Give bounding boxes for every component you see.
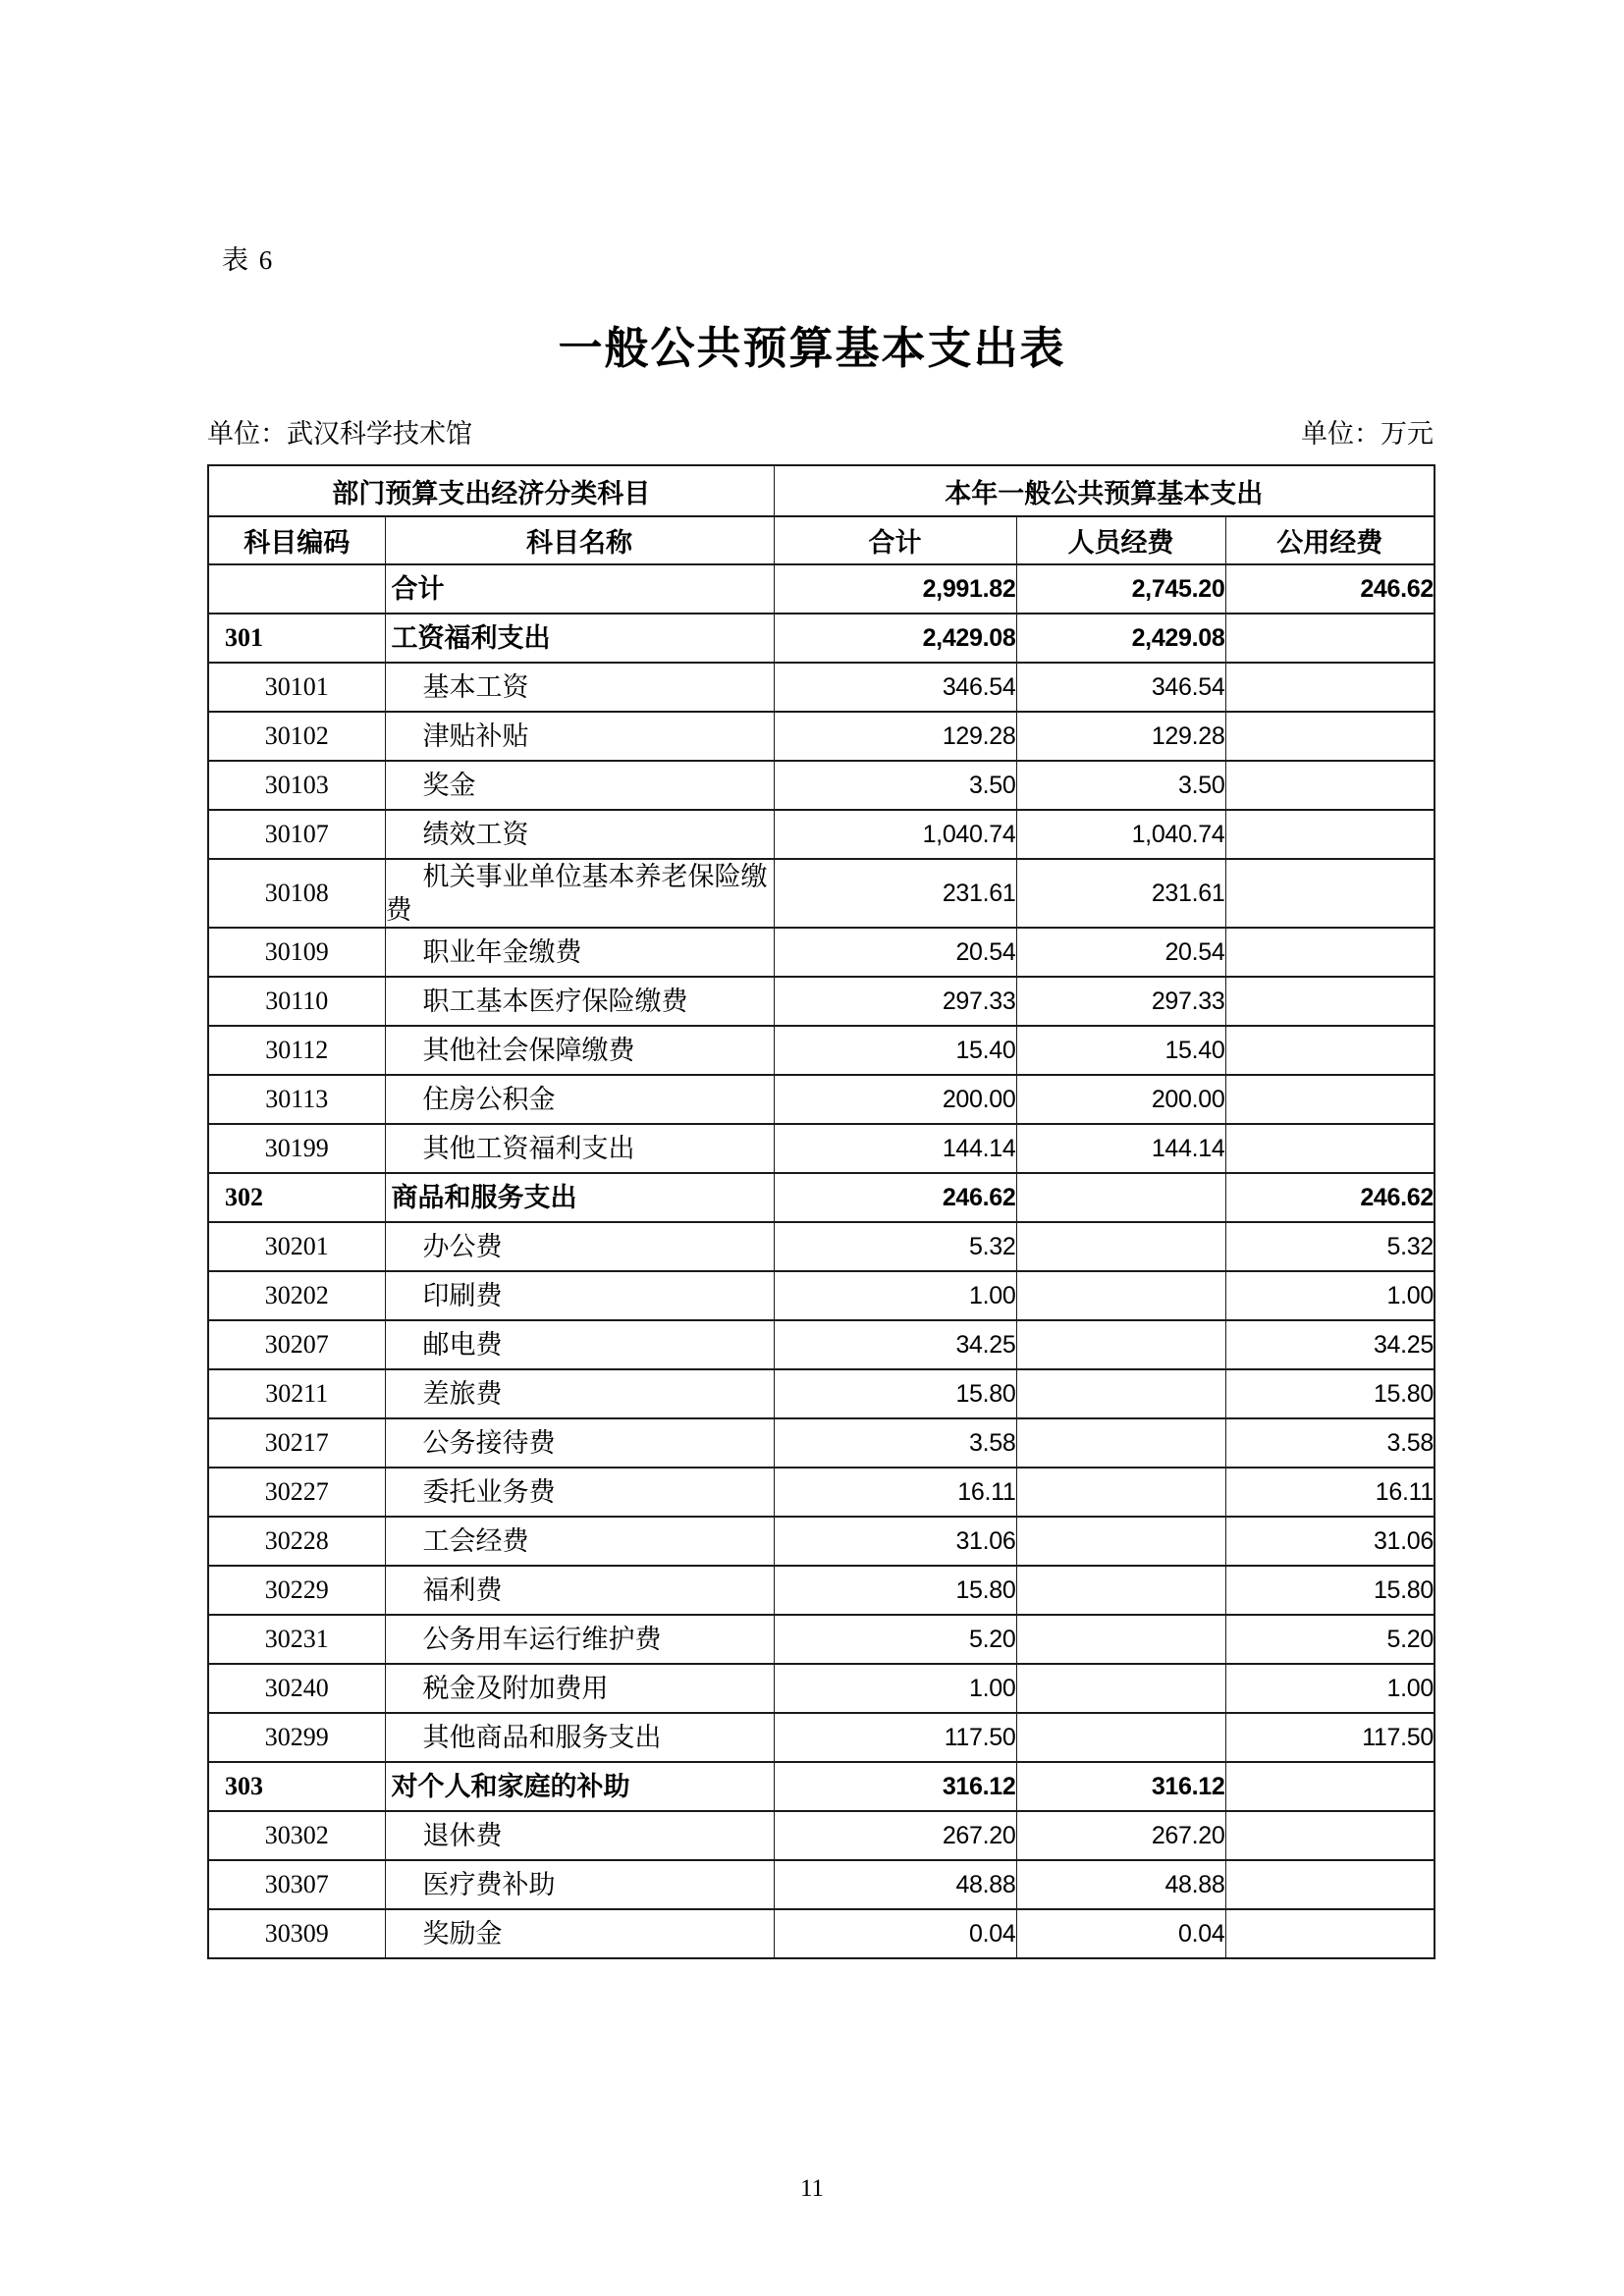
cell-personnel-funds: 2,429.08 [1016,614,1225,663]
cell-public-funds: 117.50 [1225,1713,1435,1762]
cell-subject-name: 工会经费 [385,1517,774,1566]
budget-table-body [208,564,1435,1958]
cell-total: 231.61 [774,859,1016,928]
table-number-label: 表 6 [222,245,275,275]
cell-public-funds: 1.00 [1225,1664,1435,1713]
col-header-subject-code: 科目编码 [208,516,385,564]
cell-total: 117.50 [774,1713,1016,1762]
table-row [208,1762,1435,1811]
cell-total: 15.80 [774,1369,1016,1418]
cell-public-funds [1225,1811,1435,1860]
table-row [208,928,1435,977]
cell-personnel-funds: 297.33 [1016,977,1225,1026]
cell-subject-name: 基本工资 [385,663,774,712]
cell-total: 1.00 [774,1664,1016,1713]
col-header-public-funds: 公用经费 [1225,516,1435,564]
cell-public-funds [1225,1909,1435,1958]
cell-subject-name: 公务用车运行维护费 [385,1615,774,1664]
cell-total: 48.88 [774,1860,1016,1909]
cell-personnel-funds [1016,1517,1225,1566]
cell-public-funds: 1.00 [1225,1271,1435,1320]
cell-public-funds: 16.11 [1225,1468,1435,1517]
cell-personnel-funds [1016,1320,1225,1369]
table-row [208,1860,1435,1909]
cell-personnel-funds [1016,1173,1225,1222]
cell-total: 2,429.08 [774,614,1016,663]
table-row [208,663,1435,712]
cell-personnel-funds: 346.54 [1016,663,1225,712]
cell-public-funds: 246.62 [1225,1173,1435,1222]
cell-subject-code: 30103 [208,761,385,810]
cell-subject-code: 30229 [208,1566,385,1615]
cell-subject-code: 30109 [208,928,385,977]
table-row [208,1124,1435,1173]
cell-public-funds [1225,928,1435,977]
cell-subject-name: 奖励金 [385,1909,774,1958]
cell-personnel-funds: 200.00 [1016,1075,1225,1124]
table-row [208,1468,1435,1517]
table-row [208,1517,1435,1566]
cell-subject-name: 邮电费 [385,1320,774,1369]
cell-personnel-funds [1016,1664,1225,1713]
cell-public-funds [1225,761,1435,810]
table-row [208,761,1435,810]
cell-subject-name: 办公费 [385,1222,774,1271]
cell-total: 15.80 [774,1566,1016,1615]
cell-total: 1.00 [774,1271,1016,1320]
cell-subject-name: 委托业务费 [385,1468,774,1517]
cell-total: 34.25 [774,1320,1016,1369]
table-row [208,1418,1435,1468]
cell-personnel-funds: 15.40 [1016,1026,1225,1075]
col-header-total: 合计 [774,516,1016,564]
cell-public-funds: 34.25 [1225,1320,1435,1369]
table-row [208,1026,1435,1075]
cell-subject-code: 30107 [208,810,385,859]
budget-table [207,464,1435,1959]
cell-subject-name: 职工基本医疗保险缴费 [385,977,774,1026]
cell-subject-code: 30113 [208,1075,385,1124]
cell-subject-name: 合计 [385,564,774,614]
table-row [208,1222,1435,1271]
cell-personnel-funds: 1,040.74 [1016,810,1225,859]
cell-total: 3.58 [774,1418,1016,1468]
col-header-subject-name: 科目名称 [385,516,774,564]
cell-personnel-funds: 2,745.20 [1016,564,1225,614]
cell-personnel-funds [1016,1566,1225,1615]
cell-public-funds: 5.20 [1225,1615,1435,1664]
cell-subject-name: 津贴补贴 [385,712,774,761]
cell-subject-name: 住房公积金 [385,1075,774,1124]
cell-subject-code: 30231 [208,1615,385,1664]
cell-public-funds: 15.80 [1225,1369,1435,1418]
cell-public-funds [1225,663,1435,712]
table-row [208,1369,1435,1418]
table-row [208,1566,1435,1615]
cell-personnel-funds [1016,1468,1225,1517]
cell-subject-code: 30108 [208,859,385,928]
table-row [208,1075,1435,1124]
cell-subject-code: 30211 [208,1369,385,1418]
cell-public-funds: 5.32 [1225,1222,1435,1271]
cell-subject-name: 医疗费补助 [385,1860,774,1909]
cell-subject-code: 30299 [208,1713,385,1762]
table-row [208,712,1435,761]
group-header-current-year-basic-expenditure: 本年一般公共预算基本支出 [774,465,1435,516]
cell-total: 20.54 [774,928,1016,977]
cell-personnel-funds: 144.14 [1016,1124,1225,1173]
cell-subject-name: 福利费 [385,1566,774,1615]
cell-subject-code: 30240 [208,1664,385,1713]
currency-unit-label: 单位：万元 [1301,419,1434,449]
cell-public-funds [1225,859,1435,928]
cell-subject-code: 30228 [208,1517,385,1566]
cell-public-funds [1225,614,1435,663]
cell-total: 5.20 [774,1615,1016,1664]
group-header-subject-classification: 部门预算支出经济分类科目 [208,465,774,516]
cell-subject-name: 其他商品和服务支出 [385,1713,774,1762]
cell-personnel-funds: 20.54 [1016,928,1225,977]
cell-total: 15.40 [774,1026,1016,1075]
reporting-unit-label: 单位：武汉科学技术馆 [207,419,472,449]
cell-subject-name: 印刷费 [385,1271,774,1320]
cell-total: 3.50 [774,761,1016,810]
cell-subject-code: 30110 [208,977,385,1026]
table-row [208,1664,1435,1713]
cell-personnel-funds [1016,1615,1225,1664]
cell-subject-name: 公务接待费 [385,1418,774,1468]
cell-subject-name: 机关事业单位基本养老保险缴费 [385,859,774,928]
cell-public-funds: 31.06 [1225,1517,1435,1566]
cell-subject-name: 奖金 [385,761,774,810]
cell-subject-code: 30227 [208,1468,385,1517]
cell-personnel-funds: 231.61 [1016,859,1225,928]
cell-personnel-funds [1016,1271,1225,1320]
cell-subject-name: 其他社会保障缴费 [385,1026,774,1075]
cell-subject-code: 30201 [208,1222,385,1271]
cell-public-funds: 15.80 [1225,1566,1435,1615]
cell-public-funds [1225,1860,1435,1909]
cell-public-funds [1225,1762,1435,1811]
cell-total: 5.32 [774,1222,1016,1271]
cell-total: 346.54 [774,663,1016,712]
table-row [208,1909,1435,1958]
cell-subject-name: 税金及附加费用 [385,1664,774,1713]
cell-personnel-funds: 3.50 [1016,761,1225,810]
cell-subject-name: 工资福利支出 [385,614,774,663]
cell-personnel-funds: 48.88 [1016,1860,1225,1909]
cell-personnel-funds [1016,1418,1225,1468]
cell-subject-code [208,564,385,614]
cell-personnel-funds: 316.12 [1016,1762,1225,1811]
cell-public-funds [1225,1026,1435,1075]
table-row [208,1271,1435,1320]
cell-total: 129.28 [774,712,1016,761]
cell-subject-name: 商品和服务支出 [385,1173,774,1222]
cell-personnel-funds [1016,1713,1225,1762]
cell-public-funds: 3.58 [1225,1418,1435,1468]
cell-subject-code: 30307 [208,1860,385,1909]
table-row [208,1615,1435,1664]
cell-public-funds [1225,977,1435,1026]
cell-subject-code: 30217 [208,1418,385,1468]
cell-subject-name: 绩效工资 [385,810,774,859]
cell-subject-name: 差旅费 [385,1369,774,1418]
cell-personnel-funds [1016,1222,1225,1271]
cell-personnel-funds: 0.04 [1016,1909,1225,1958]
cell-total: 2,991.82 [774,564,1016,614]
table-row [208,859,1435,928]
cell-total: 246.62 [774,1173,1016,1222]
cell-total: 1,040.74 [774,810,1016,859]
table-row [208,1811,1435,1860]
cell-subject-code: 303 [208,1762,385,1811]
page-title: 一般公共预算基本支出表 [558,324,1066,373]
cell-subject-code: 301 [208,614,385,663]
cell-subject-name: 退休费 [385,1811,774,1860]
unit-row [207,412,1434,451]
group-header-row [208,465,1435,516]
cell-subject-code: 30102 [208,712,385,761]
cell-personnel-funds: 129.28 [1016,712,1225,761]
table-row [208,1173,1435,1222]
table-row [208,1713,1435,1762]
col-header-personnel-funds: 人员经费 [1016,516,1225,564]
table-row [208,1320,1435,1369]
cell-subject-code: 30202 [208,1271,385,1320]
cell-public-funds: 246.62 [1225,564,1435,614]
table-row [208,810,1435,859]
cell-total: 297.33 [774,977,1016,1026]
page-number: 11 [799,2175,825,2202]
cell-subject-code: 30309 [208,1909,385,1958]
cell-subject-code: 302 [208,1173,385,1222]
table-row [208,977,1435,1026]
cell-personnel-funds [1016,1369,1225,1418]
cell-subject-code: 30112 [208,1026,385,1075]
cell-total: 267.20 [774,1811,1016,1860]
column-header-row [208,516,1435,564]
cell-subject-name: 职业年金缴费 [385,928,774,977]
cell-public-funds [1225,712,1435,761]
cell-total: 316.12 [774,1762,1016,1811]
cell-total: 144.14 [774,1124,1016,1173]
table-row [208,564,1435,614]
cell-public-funds [1225,810,1435,859]
cell-subject-name: 其他工资福利支出 [385,1124,774,1173]
cell-subject-code: 30207 [208,1320,385,1369]
cell-public-funds [1225,1075,1435,1124]
cell-subject-code: 30302 [208,1811,385,1860]
cell-total: 200.00 [774,1075,1016,1124]
cell-total: 0.04 [774,1909,1016,1958]
cell-personnel-funds: 267.20 [1016,1811,1225,1860]
cell-total: 16.11 [774,1468,1016,1517]
cell-subject-code: 30101 [208,663,385,712]
cell-total: 31.06 [774,1517,1016,1566]
table-row [208,614,1435,663]
cell-subject-name: 对个人和家庭的补助 [385,1762,774,1811]
cell-public-funds [1225,1124,1435,1173]
cell-subject-code: 30199 [208,1124,385,1173]
